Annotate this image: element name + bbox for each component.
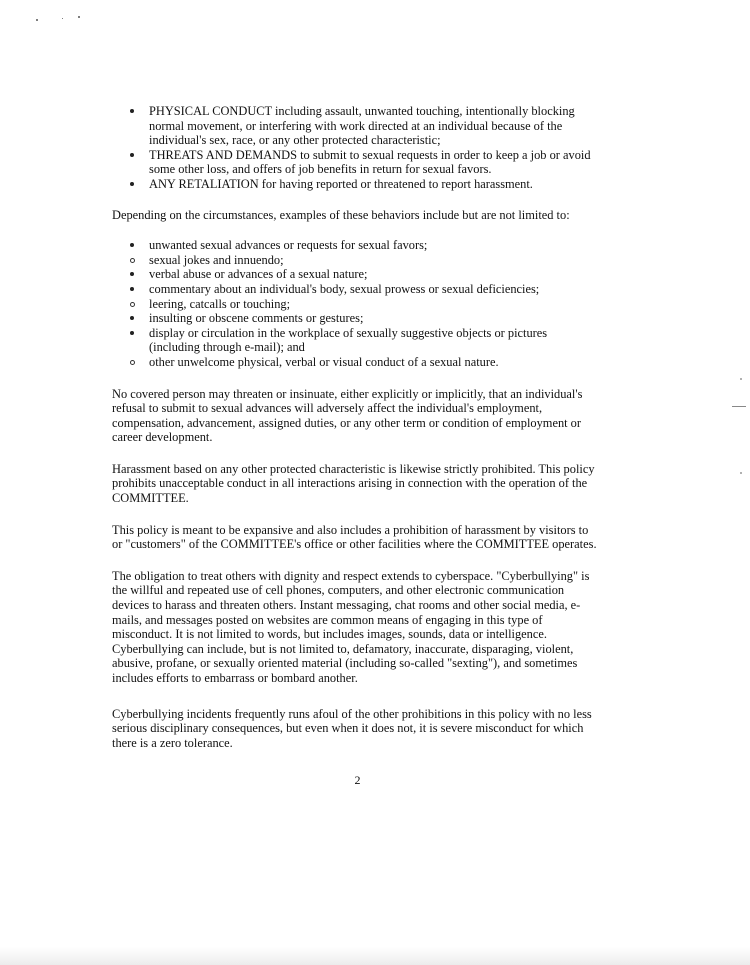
list-item: ANY RETALIATION for having reported or threatened to report harassment.	[112, 177, 600, 192]
list-item: leering, catcalls or touching;	[112, 297, 600, 312]
scan-speck	[740, 472, 742, 474]
bullet-icon	[130, 360, 135, 365]
list-item: unwanted sexual advances or requests for sexual favors;	[112, 238, 600, 253]
list-item: sexual jokes and innuendo;	[112, 253, 600, 268]
bullet-icon	[130, 182, 134, 186]
examples-intro: Depending on the circumstances, examples of these behaviors include but are not limited to:	[112, 207, 570, 222]
page-number: 2	[354, 773, 361, 787]
bullet-icon	[130, 272, 134, 276]
paragraph-expansive: This policy is meant to be expansive and also includes a prohibition of harassment by visitors to or "customers" of the COMMITTEE's office or other facilities where the COMMITTEE operates.	[112, 522, 597, 552]
list-item: THREATS AND DEMANDS to submit to sexual requests in order to keep a job or avoid some other loss, and offers of job benefits in return for sexual favors.	[112, 148, 600, 177]
scan-speck	[740, 378, 742, 380]
list-item: verbal abuse or advances of a sexual nature;	[112, 267, 600, 282]
bullet-icon	[130, 316, 134, 320]
list-item: display or circulation in the workplace of sexually suggestive objects or pictures (including through e-mail); and	[112, 326, 600, 355]
paragraph-no-threat: No covered person may threaten or insinuate, either explicitly or implicitly, that an individual's refusal to submit to sexual advances will adversely affect the individual's employment, compensation, advancement, assigned duties, or any other term or condition of employment or career development.	[112, 386, 583, 445]
list-item: insulting or obscene comments or gestures;	[112, 311, 600, 326]
paragraph-cyberbullying: The obligation to treat others with dignity and respect extends to cyberspace. "Cyberbullying" is the willful and repeated use of cell phones, computers, and other electronic communication devices to harass and threaten others. Instant messaging, chat rooms and other social media, e-mails, and messages posted on websites are common means of engaging in this type of misconduct. It is not limited to words, but includes images, sounds, data or intelligence. Cyberbullying can include, but is not limited to, defamatory, inaccurate, disparaging, violent, abusive, profane, or sexually oriented material (including so-called "sexting"), and sometimes includes efforts to embarrass or bombard another.	[112, 568, 590, 685]
paragraph-other-characteristic: Harassment based on any other protected characteristic is likewise strictly prohibited. This policy prohibits unacceptable conduct in all interactions arising in connection with the operation of the COMMITTEE.	[112, 461, 595, 506]
bullet-icon	[130, 302, 135, 307]
bullet-icon	[130, 287, 134, 291]
scan-specks	[36, 16, 86, 22]
bullet-icon	[130, 258, 135, 263]
bullet-icon	[130, 243, 134, 247]
bullet-icon	[130, 331, 134, 335]
bullet-icon	[130, 109, 134, 113]
paragraph-cyberbullying-incidents: Cyberbullying incidents frequently runs afoul of the other prohibitions in this policy with no less serious disciplinary consequences, but even when it does not, it is severe misconduct for which there is a zero tolerance.	[112, 706, 592, 750]
scan-edge-mark	[732, 406, 746, 407]
document-body	[112, 104, 600, 750]
page-bottom-edge	[0, 947, 750, 965]
behavior-examples-list	[112, 238, 600, 369]
bullet-icon	[130, 153, 134, 157]
list-item: other unwelcome physical, verbal or visual conduct of a sexual nature.	[112, 355, 600, 370]
list-item: PHYSICAL CONDUCT including assault, unwanted touching, intentionally blocking normal movement, or interfering with work directed at an individual because of the individual's sex, race, or any other protected characteristic;	[112, 104, 600, 148]
prohibited-conduct-list	[112, 104, 600, 192]
list-item: commentary about an individual's body, sexual prowess or sexual deficiencies;	[112, 282, 600, 297]
